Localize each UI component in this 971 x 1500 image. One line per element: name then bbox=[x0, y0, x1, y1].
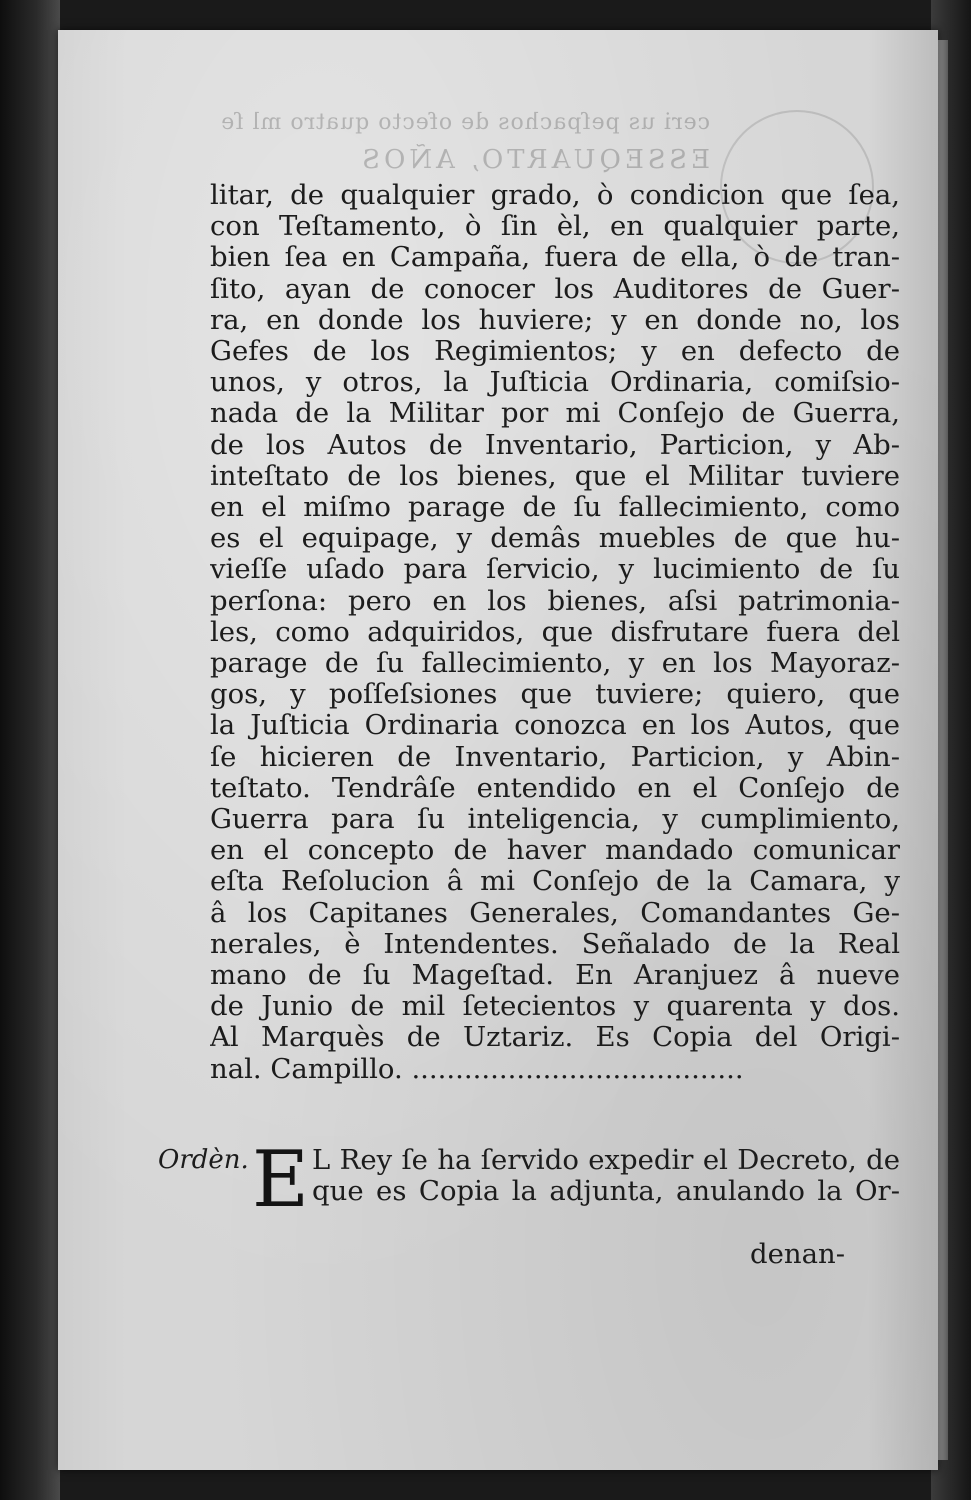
text-line: de los Autos de Inventario, Particion, y Ab- bbox=[210, 429, 900, 461]
text-line: con Teſtamento, ò ſin èl, en qualquier parte, bbox=[210, 211, 900, 243]
text-line: la Juſticia Ordinaria conozca en los Autos, que bbox=[210, 710, 900, 742]
text-line: bien ſea en Campaña, fuera de ella, ò de tran- bbox=[210, 242, 900, 274]
text-line: que es Copia la adjunta, anulando la Or- bbox=[312, 1176, 900, 1208]
text-line: ſito, ayan de conocer los Auditores de Guer- bbox=[210, 273, 900, 305]
margin-note: Ordèn. bbox=[158, 1145, 249, 1175]
bleed-through-text bbox=[220, 110, 710, 175]
text-line: ra, en donde los huviere; y en donde no, los bbox=[210, 304, 900, 336]
body-text bbox=[210, 180, 900, 1085]
text-line: parage de ſu fallecimiento, y en los Mayoraz- bbox=[210, 648, 900, 680]
text-line: litar, de qualquier grado, ò condicion que ſea, bbox=[210, 180, 900, 211]
text-line: â los Capitanes Generales, Comandantes Ge- bbox=[210, 897, 900, 929]
drop-cap: E bbox=[252, 1135, 309, 1225]
text-line: mano de ſu Mageſtad. En Aranjuez â nueve bbox=[210, 960, 900, 992]
text-line: inteſtato de los bienes, que el Militar tuviere bbox=[210, 460, 900, 492]
text-line: teſtato. Tendrâſe entendido en el Conſejo de bbox=[210, 772, 900, 804]
scan-backdrop-left bbox=[0, 0, 60, 1500]
text-line: les, como adquiridos, que disfrutare fuera del bbox=[210, 616, 900, 648]
bleed-through-line-2: ESSEQUARTO, AÑOS bbox=[358, 145, 710, 175]
text-line: Gefes de los Regimientos; y en defecto de bbox=[210, 336, 900, 368]
facing-page-edge bbox=[938, 40, 948, 1460]
text-line: unos, y otros, la Juſticia Ordinaria, comiſsio- bbox=[210, 367, 900, 399]
text-line: gos, y poſſeſsiones que tuviere; quiero, que bbox=[210, 679, 900, 711]
text-line: es el equipage, y demâs muebles de que hu- bbox=[210, 523, 900, 555]
text-line: L Rey ſe ha ſervido expedir el Decreto, de bbox=[312, 1145, 900, 1176]
text-line: vieſſe uſado para ſervicio, y lucimiento de ſu bbox=[210, 554, 900, 586]
text-line: nal. Campillo. ...................................... bbox=[210, 1053, 744, 1085]
text-line: Guerra para ſu inteligencia, y cumplimiento, bbox=[210, 804, 900, 836]
order-paragraph bbox=[252, 1135, 900, 1225]
text-line: de Junio de mil ſetecientos y quarenta y dos. bbox=[210, 991, 900, 1023]
catchword: denan- bbox=[750, 1238, 845, 1270]
text-line: nada de la Militar por mi Conſejo de Guerra, bbox=[210, 398, 900, 430]
bleed-through-line-1: ceri us peſpachos de ofecto quatro ml ſe bbox=[220, 110, 710, 135]
text-line: nerales, è Intendentes. Señalado de la Real bbox=[210, 928, 900, 960]
text-line: eſta Reſolucion â mi Conſejo de la Camara, y bbox=[210, 866, 900, 898]
text-line: en el miſmo parage de ſu fallecimiento, como bbox=[210, 492, 900, 524]
text-line: ſe hicieren de Inventario, Particion, y Abin- bbox=[210, 741, 900, 773]
text-line: Al Marquès de Uztariz. Es Copia del Origi- bbox=[210, 1022, 900, 1054]
text-line: en el concepto de haver mandado comunicar bbox=[210, 835, 900, 867]
text-line: perſona: pero en los bienes, aſsi patrimonia- bbox=[210, 585, 900, 617]
